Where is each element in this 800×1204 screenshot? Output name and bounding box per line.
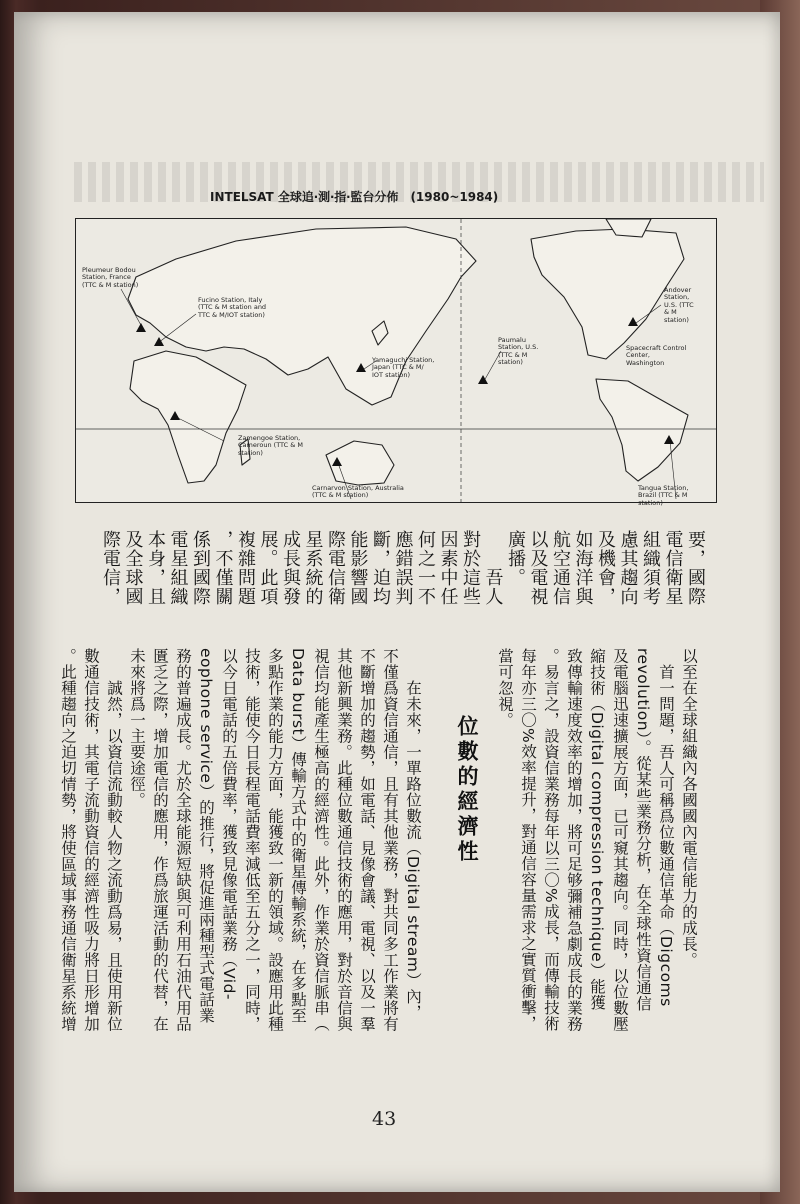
- label-paumalu: Paumalu Station, U.S. (TTC & M station): [498, 336, 539, 367]
- station-marker-tangua: [664, 435, 674, 444]
- section-heading: 位數的經濟性: [455, 715, 479, 865]
- label-pleumeur: Pleumeur Bodou Station, France (TTC & M station): [82, 266, 139, 289]
- station-marker-yamaguchi: [356, 363, 366, 372]
- station-marker-pleumeur: [136, 323, 146, 332]
- label-carnarvon: Carnarvon Station, Australia (TTC & M station): [312, 484, 404, 500]
- body-text-upper: 要，國際 電信衛星 組織須考 慮其趨向 及機會， 如海洋與 航空通信 以及電視 廣播。 吾人 對於這些 因素中任 何之一不 應錯誤判 斷，迫均 能影響國 際電信衛 星系統的 成長與發 展。此項 複雜問題 ，不僅關 係到國際 電星組織 本身，且 及全球國 際電信，: [100, 530, 706, 606]
- map-title: [210, 188, 498, 205]
- station-marker-carnarvon: [332, 457, 342, 466]
- north-america-landmass: [531, 229, 684, 359]
- label-tangua: Tangua Station, Brazil (TTC & M station): [638, 484, 689, 507]
- station-marker-fucino: [154, 337, 164, 346]
- body-text-lower: 以至在全球組織內各國國內電信能力的成長。 首一問題，吾人可稱爲位數通信革命（Digcoms revolution）。從某些業務分析，在全球性資信通信 及電腦迅速擴展方面，已可窺其趨向。同時，以位數壓 縮技術（Digital compression technique）能獲 致傳輸速度效率的增加，將可足够彌補急劇成長的業務 。易言之，設資信業務每年以三〇%成長，而傳輸技術 每年亦三〇%效率提升，對通信容量需求之實質衝擊， 當可忽視。 在未來，一單路位數流（Digital stream）內， 不僅爲資信通信，且有其他業務，對共同多工作業將有 不斷增加的趨勢，如電話、見像會議、電視、以及一羣 其他新興業務。此種位數通信技術的應用，對於音信與 視信均能產生極高的經濟性。此外，作業於資信脈串（ Data burst）傳輸方式中的衛星傳輸系統，在多點至 多點作業的能力方面，能獲致一新的領域。設應用此種 技術，能使今日長程電話費率減低至五分之一，同時， 以今日電話的五倍費率，獲致見像電話業務（Vid- eophone service）的推行，將促進兩種型式電話業 務的普遍成長。尤於全球能源短缺與可利用石油代用品 匱乏之際，增加電信的應用，作爲旅運活動的代替，在 未來將爲一主要途徑。 誠然，以資信流動較人物之流動爲易，且使用新位 數通信技術，其電子流動資信的經濟性吸力將日形增加 。此種趨向之迫切情勢，將使區域事務通信衛星系統增: [59, 648, 698, 1032]
- africa-landmass: [130, 351, 246, 483]
- label-yamaguchi: Yamaguchi Station, Japan (TTC & M/ IOT station): [372, 356, 435, 379]
- label-zamengoe: Zamengoe Station, Cameroun (TTC & M station): [238, 434, 303, 457]
- label-spacecraft-control: Spacecraft Control Center, Washington: [626, 344, 687, 367]
- south-america-landmass: [596, 379, 688, 481]
- map-title-years: (1980~1984): [410, 190, 499, 204]
- label-fucino: Fucino Station, Italy (TTC & M station and TTC & M/IOT station): [198, 296, 267, 319]
- station-marker-zamengoe: [170, 411, 180, 420]
- label-andover: Andover Station, U.S. (TTC & M station): [664, 286, 694, 324]
- page-number: 43: [372, 1108, 397, 1130]
- world-map: [75, 218, 717, 507]
- map-title-text: INTELSAT 全球追‧測‧指‧監台分佈: [210, 190, 399, 204]
- station-marker-paumalu: [478, 375, 488, 384]
- station-marker-andover: [628, 317, 638, 326]
